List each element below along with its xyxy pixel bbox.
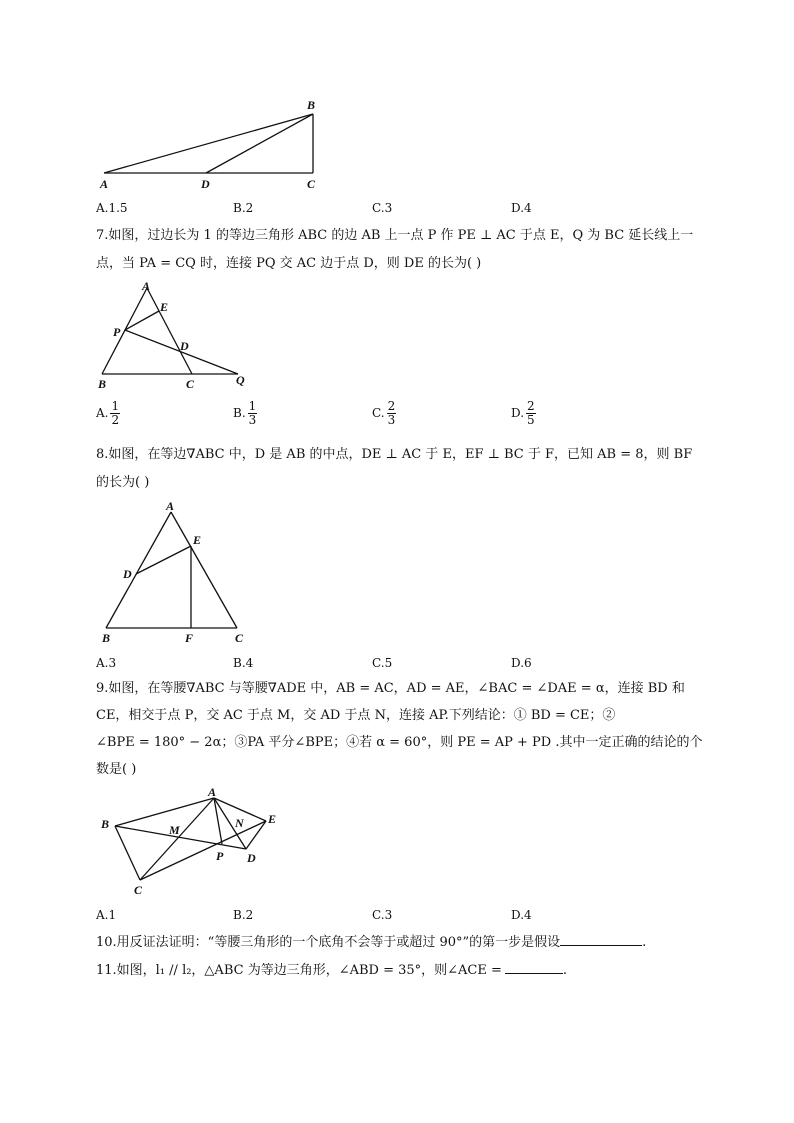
q9-question-line-1: 9.如图，在等腰∇ABC 与等腰∇ADE 中，AB = AC，AD = AE，∠BAC = ∠DAE = α，连接 BD 和 <box>96 681 685 696</box>
q9-option-c: C.3 <box>372 908 393 922</box>
q6-option-a: A.1.5 <box>96 201 128 215</box>
q10-question-text: 10.用反证法证明：“等腰三角形的一个底角不会等于或超过 90°”的第一步是假设 <box>96 935 561 950</box>
q7-option-c-letter: C. <box>372 406 385 420</box>
q9-segment-bc <box>115 826 140 880</box>
q7-option-c-fraction <box>387 400 397 427</box>
q11-answer-blank[interactable] <box>505 959 563 974</box>
q6-label-b: B <box>307 98 316 112</box>
q6-segment-ab <box>104 114 313 173</box>
q10-answer-blank[interactable] <box>560 931 642 946</box>
q7-option-d-denominator: 5 <box>527 413 535 427</box>
q7-label-c: C <box>186 377 195 390</box>
q11-question <box>96 959 567 981</box>
q9-question-line-4: 数是( ) <box>96 762 137 777</box>
q6-option-c: C.3 <box>372 201 393 215</box>
q7-option-c-denominator: 3 <box>387 413 396 427</box>
q9-label-b: B <box>101 817 110 831</box>
q7-question-line-2: 点，当 PA = CQ 时，连接 PQ 交 AC 边于点 D，则 DE 的长为( ) <box>96 256 482 271</box>
q8-option-a: A.3 <box>96 656 117 670</box>
q8-segment-ab <box>106 512 171 628</box>
q8-segment-ac <box>171 512 237 628</box>
q7-label-a: A <box>142 279 151 293</box>
q7-label-b: B <box>98 377 107 390</box>
q8-question-line-2: 的长为( ) <box>96 475 150 490</box>
q9-label-n: N <box>235 816 244 830</box>
q9-question-line-2: CE，相交于点 P，交 AC 于点 M，交 AD 于点 N，连接 AP.下列结论：① BD = CE；② <box>96 708 616 723</box>
q8-label-f: F <box>185 631 194 645</box>
q8-label-b: B <box>102 631 111 645</box>
q7-option-d <box>511 400 536 427</box>
q7-option-a-numerator: 1 <box>111 399 120 413</box>
q8-figure <box>94 496 254 646</box>
q8-label-c: C <box>235 631 244 645</box>
q7-option-b <box>233 400 257 427</box>
q9-label-m: M <box>169 823 180 837</box>
q9-label-p: P <box>216 849 224 863</box>
q9-question-line-3: ∠BPE = 180° − 2α；③PA 平分∠BPE；④若 α = 60°，则 PE = AP + PD .其中一定正确的结论的个 <box>96 735 703 750</box>
q7-option-b-letter: B. <box>233 406 246 420</box>
q7-option-b-numerator: 1 <box>248 399 257 413</box>
q11-question-end: . <box>562 963 568 978</box>
q8-option-c: C.5 <box>372 656 393 670</box>
q9-figure <box>96 782 286 900</box>
q7-segment-ac <box>147 288 192 374</box>
q9-label-e: E <box>268 812 277 826</box>
q9-segment-ac <box>140 798 214 880</box>
q6-option-d: D.4 <box>511 201 532 215</box>
q9-segment-bd <box>115 826 246 849</box>
q6-segment-bd <box>206 114 313 173</box>
q8-option-d: D.6 <box>511 656 532 670</box>
q7-option-c-numerator: 2 <box>387 399 396 413</box>
q9-label-c: C <box>134 883 143 897</box>
q10-question <box>96 931 646 953</box>
q7-option-a-denominator: 2 <box>111 413 120 427</box>
q9-option-b: B.2 <box>233 908 254 922</box>
q8-label-d: D <box>123 567 132 581</box>
q9-segment-ab <box>115 798 214 826</box>
q6-label-c: C <box>307 177 316 191</box>
q7-label-e: E <box>160 300 169 314</box>
q9-label-d: D <box>247 851 256 865</box>
q9-option-d: D.4 <box>511 908 532 922</box>
q8-question-line-1: 8.如图，在等边∇ABC 中，D 是 AB 的中点，DE ⊥ AC 于 E，EF ⊥ BC 于 F，已知 AB = 8，则 BF <box>96 447 693 462</box>
q7-question-line-1: 7.如图，过边长为 1 的等边三角形 ABC 的边 AB 上一点 P 作 PE ⊥ AC 于点 E，Q 为 BC 延长线上一 <box>96 228 694 243</box>
q7-option-d-letter: D. <box>511 406 525 420</box>
q9-label-a: A <box>208 785 217 799</box>
q7-option-d-fraction <box>526 400 536 427</box>
q7-option-a <box>96 400 120 427</box>
q7-label-p: P <box>113 325 121 339</box>
q10-question-end: . <box>642 935 647 950</box>
q8-label-a: A <box>166 499 175 513</box>
q7-figure <box>92 278 262 390</box>
q6-figure <box>95 92 335 192</box>
q7-option-a-letter: A. <box>96 406 109 420</box>
q7-label-q: Q <box>236 373 245 387</box>
q6-option-b: B.2 <box>233 201 254 215</box>
q6-label-d: D <box>201 177 210 191</box>
q7-option-a-fraction <box>110 400 120 427</box>
q7-segment-ab <box>102 288 147 374</box>
q11-question-text: 11.如图，l₁ // l₂，△ABC 为等边三角形，∠ABD = 35°，则∠ACE = <box>96 963 502 978</box>
q8-option-b: B.4 <box>233 656 254 670</box>
q7-option-d-numerator: 2 <box>527 399 535 413</box>
q7-option-c <box>372 400 396 427</box>
q7-label-d: D <box>180 339 189 353</box>
q9-option-a: A.1 <box>96 908 117 922</box>
q8-label-e: E <box>193 533 202 547</box>
q6-label-a: A <box>100 177 109 191</box>
q7-option-b-fraction <box>248 400 258 427</box>
q7-option-b-denominator: 3 <box>248 413 257 427</box>
